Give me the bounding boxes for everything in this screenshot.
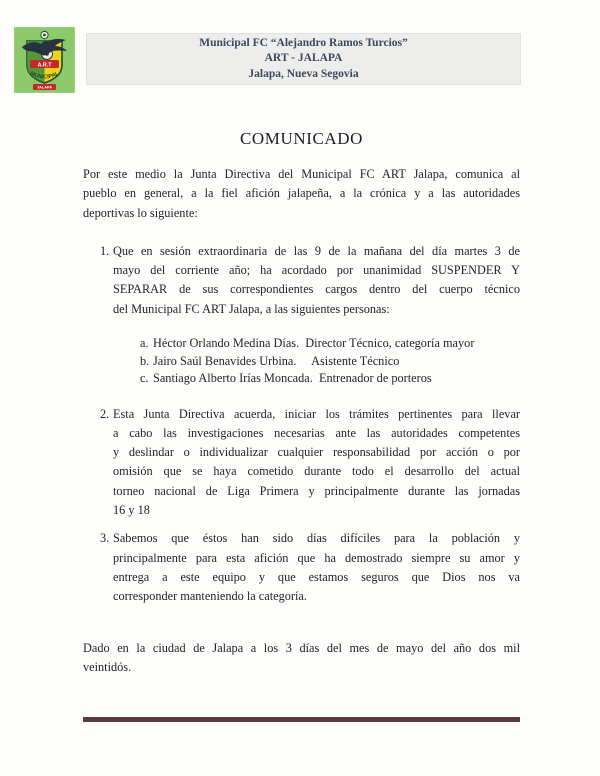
resolution-item-3 xyxy=(83,529,520,606)
sub-item-text: Héctor Orlando Medina Días. Director Técnico, categoría mayor xyxy=(153,336,475,351)
sub-item-letter: b. xyxy=(140,353,150,368)
sub-item-letter: a. xyxy=(140,336,149,351)
club-crest-icon xyxy=(14,27,75,93)
item-text: Que en sesión extraordinaria de las 9 de la mañana del día martes 3 de mayo del corriente año; ha acordado por unanimidad SUSPENDER Y SEPARAR de sus correspondientes cargos dentro del cuerpo técnico del Municipal FC ART Jalapa, a las siguientes personas: xyxy=(113,243,520,316)
logo-club-word: MUNICIPAL xyxy=(29,70,60,81)
sub-item-text: Jairo Saúl Benavides Urbina. Asistente Técnico xyxy=(153,353,400,368)
item-number: 2. xyxy=(100,406,110,421)
resolution-item-2 xyxy=(83,405,520,521)
club-name: Municipal FC “Alejandro Ramos Turcios” xyxy=(199,36,408,49)
document-title: COMUNICADO xyxy=(239,129,364,148)
closing-paragraph: Dado en la ciudad de Jalapa a los 3 días del mes de mayo del año dos mil veintidós. xyxy=(83,640,520,674)
item-number: 3. xyxy=(100,531,110,546)
item-text: Esta Junta Directiva acuerda, iniciar los trámites pertinentes para llevar a cabo las investigaciones necesarias ante las autoridades competentes y deslindar o individualizar cualquier responsabilidad por acción o por omisión que se haya cometido durante todo el desarrollo del actual torneo nacional de Liga Primera y principalmente durante las jornadas 16 y 18 xyxy=(113,406,520,518)
logo-initials-text: A.R.T xyxy=(37,62,52,69)
suspended-person-b xyxy=(140,353,520,371)
resolution-item-1 xyxy=(83,242,520,319)
club-location: Jalapa, Nueva Segovia xyxy=(248,67,359,80)
sub-item-letter: c. xyxy=(140,371,149,386)
suspended-person-c xyxy=(140,370,520,388)
club-abbreviation: ART - JALAPA xyxy=(264,52,343,65)
suspended-persons-list xyxy=(83,335,520,388)
document-body xyxy=(83,0,520,677)
item-text: Sabemos que éstos han sido días difíciles para la población y principalmente para esta afición que ha demostrado siempre su amor y entrega a este equipo y que estamos seguros que Dios nos va corresponder manteniendo la categoría. xyxy=(113,531,520,604)
suspended-person-a xyxy=(140,335,520,353)
item-number: 1. xyxy=(100,243,110,258)
sub-item-text: Santiago Alberto Irías Moncada. Entrenador de porteros xyxy=(153,371,432,386)
club-crest-logo xyxy=(14,27,75,93)
logo-banner-word: JALAPA xyxy=(37,85,52,90)
footer-rule xyxy=(83,717,520,722)
intro-paragraph: Por este medio la Junta Directiva del Municipal FC ART Jalapa, comunica al pueblo en general, a la fiel afición jalapeña, a la crónica y a las autoridades deportivas lo siguiente: xyxy=(83,167,520,220)
